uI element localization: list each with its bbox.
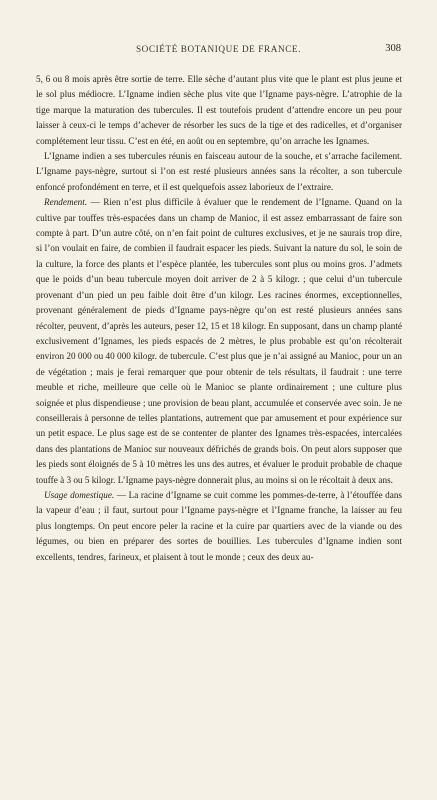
- section-label-rendement: Rendement.: [44, 197, 88, 208]
- page-body: [36, 72, 402, 565]
- paragraph-harvest-timing: [36, 72, 402, 149]
- paragraph-tuber-extraction: [36, 149, 402, 195]
- paragraph-text: — Rien n’est plus difficile à évaluer que le rendement de l’Igname. Quand on la cultive par touffes très-espacées dans un champ de Manioc, il est assez embarrassant de faire son compte à part. D’un autre côté, on n’en fait point de cultures exclusives, et je ne saurais trop dire, si l’on voulait en faire, de combien il faudrait espacer les pieds. Suivant la nature du sol, le soin de la culture, la force des plants et l’espèce plantée, les tubercules sont plus ou moins gros. J’admets que le poids d’un beau tubercule moyen doit arriver de 2 à 5 kilogr. ; que celui d’un tubercule provenant d’un pied un peu faible doit être d’un kilogr. Les racines énormes, exceptionnelles, provenant généralement de pieds d’Igname pays-nègre qu’on est resté plusieurs années sans récolter, peuvent, d’après les auteurs, peser 12, 15 et 18 kilogr. En supposant, dans un champ planté exclusivement d’Ignames, les pieds espacés de 2 mètres, le plus probable est qu’on récolterait environ 20 000 ou 40 000 kilogr. de tubercule. C’est plus que je n’ai assigné au Manioc, pour un an de végétation ; mais je ferai remarquer que pour obtenir de tels résultats, il faudrait : une terre meuble et riche, meilleure que celle où le Manioc se plante ordinairement ; une culture plus soignée et plus dispendieuse ; une provision de beau plant, accumulée et conservée avec soin. Je ne conseillerais à personne de telles plantations, autrement que par amusement et pour expérience sur un petit espace. Le plus sage est de se contenter de planter des Ignames très-espacées, intercalées dans des plantations de Manioc sur nouveaux défrichés de grands bois. On peut alors supposer que les pieds sont éloignés de 5 à 10 mètres les uns des autres, et évaluer le produit probable de chaque touffe à 3 ou 5 kilogr. L’Igname pays-nègre donnerait plus, au moins si on le récoltait à deux ans.: [36, 197, 403, 485]
- paragraph-text: 5, 6 ou 8 mois après être sortie de terre. Elle sèche d’autant plus vite que le plant est plus jeune et le sol plus médiocre. L’Igname indien sèche plus vite que l’Igname pays-nègre. L’atrophie de la tige marque la maturation des tubercules. Il est toutefois prudent d’attendre encore un peu pour laisser à ceux-ci le temps d’achever de résorber les sucs de la tige et des radicelles, et d’organiser complétement leur tissu. C’est en été, en août ou en septembre, qu’on arrache les Ignames.: [36, 74, 402, 146]
- paragraph-text: — La racine d’Igname se cuit comme les pommes-de-terre, à l’étouffée dans la vapeur d’eau ; il faut, surtout pour l’Igname pays-nègre et l’Igname franche, la laisser au feu plus longtemps. On peut encore peler la racine et la cuire par quartiers avec de la viande ou des légumes, ou bien en préparer des sortes de bouillies. Les tubercules d’Igname indien sont excellents, tendres, farineux, et plaisent à tout le monde ; ceux des deux au-: [36, 489, 403, 562]
- paragraph-rendement: [36, 195, 402, 488]
- running-head: SOCIÉTÉ BOTANIQUE DE FRANCE.: [135, 44, 302, 54]
- paragraph-text: L’Igname indien a ses tubercules réunis en faisceau autour de la souche, et s’arrache facilement. L’Igname pays-nègre, surtout si l’on est resté plusieurs années sans la récolter, a son tubercule enfoncé profondément en terre, et il est quelquefois assez laborieux de l’extraire.: [36, 151, 402, 192]
- page-header: [36, 44, 401, 58]
- page-number: 308: [385, 43, 401, 54]
- paragraph-usage-domestique: [36, 488, 402, 565]
- section-label-usage-domestique: Usage domestique.: [44, 489, 115, 500]
